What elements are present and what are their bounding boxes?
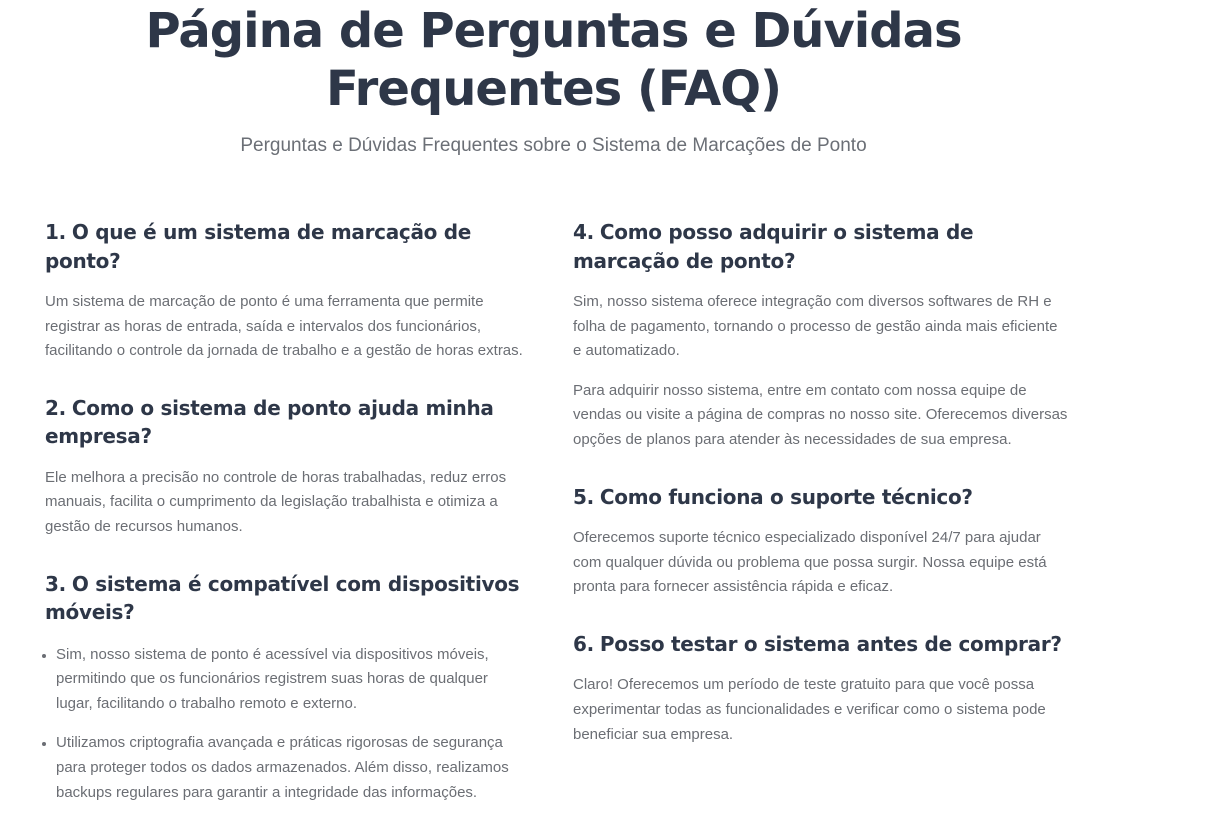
faq-answer-4a: Sim, nosso sistema oferece integração com diversos softwares de RH e folha de pagamento, tornando o processo de gestão ainda mais eficiente e automatizado. [573, 293, 1058, 360]
list-item: • Sim, nosso sistema de ponto é acessível via dispositivos móveis, permitindo que os funcionários registrem suas horas de qualquer lugar, facilitando o trabalho remoto e externo. [56, 643, 525, 717]
faq-question-number: 5. [573, 484, 594, 509]
list-item: • Utilizamos criptografia avançada e práticas rigorosas de segurança para proteger todos os dados armazenados. Além disso, realizamos backups regulares para garantir a integridade das informações. [56, 731, 525, 805]
faq-question-number: 3. [45, 571, 66, 596]
faq-question-text: O que é um sistema de marcação de ponto? [45, 220, 472, 273]
page-subtitle: Perguntas e Dúvidas Frequentes sobre o Sistema de Marcações de Ponto [240, 135, 867, 156]
faq-column-left [45, 218, 525, 805]
faq-question-number: 2. [45, 395, 66, 420]
faq-item-3 [45, 570, 525, 806]
faq-question-3 [45, 570, 525, 627]
faq-question-text: Posso testar o sistema antes de comprar? [599, 631, 1062, 656]
faq-question-text: Como funciona o suporte técnico? [599, 484, 973, 509]
faq-question-number: 4. [573, 220, 594, 244]
faq-question-6 [573, 630, 1068, 659]
faq-item-5 [573, 483, 1068, 600]
faq-question-2 [45, 394, 525, 451]
faq-answer-4b: Para adquirir nosso sistema, entre em contato com nossa equipe de vendas ou visite a página de compras no nosso site. Oferecemos diversas opções de planos para atender às necessidades de sua empresa. [573, 381, 1068, 448]
faq-question-4 [573, 218, 1068, 275]
faq-answer-2: Ele melhora a precisão no controle de horas trabalhadas, reduz erros manuais, facilita o cumprimento da legislação trabalhista e otimiza a gestão de recursos humanos. [45, 468, 507, 535]
faq-question-number: 1. [45, 220, 66, 244]
page-title: Página de Perguntas e Dúvidas Frequentes (FAQ) [145, 3, 962, 117]
faq-question-text: Como o sistema de ponto ajuda minha empresa? [45, 395, 494, 449]
faq-item-4 [573, 218, 1068, 453]
faq-answer-6: Claro! Oferecemos um período de teste gratuito para que você possa experimentar todas as funcionalidades e verificar como o sistema pode beneficiar sua empresa. [573, 676, 1046, 743]
faq-item-1 [45, 218, 525, 364]
faq-item-6 [573, 630, 1068, 747]
faq-item-2 [45, 394, 525, 540]
faq-question-1 [45, 218, 525, 275]
faq-question-text: O sistema é compatível com dispositivos móveis? [45, 571, 520, 625]
faq-answer-3-list [45, 643, 525, 806]
faq-question-5 [573, 483, 1068, 512]
faq-answer-1: Um sistema de marcação de ponto é uma ferramenta que permite registrar as horas de entrada, saída e intervalos dos funcionários, facilitando o controle da jornada de trabalho e a gestão de horas extras. [45, 293, 523, 360]
faq-answer-5: Oferecemos suporte técnico especializado disponível 24/7 para ajudar com qualquer dúvida ou problema que possa surgir. Nossa equipe está pronta para fornecer assistência rápida e eficaz. [573, 529, 1047, 596]
faq-question-text: Como posso adquirir o sistema de marcação de ponto? [573, 220, 974, 273]
faq-column-right [573, 218, 1068, 747]
faq-question-number: 6. [573, 631, 594, 656]
